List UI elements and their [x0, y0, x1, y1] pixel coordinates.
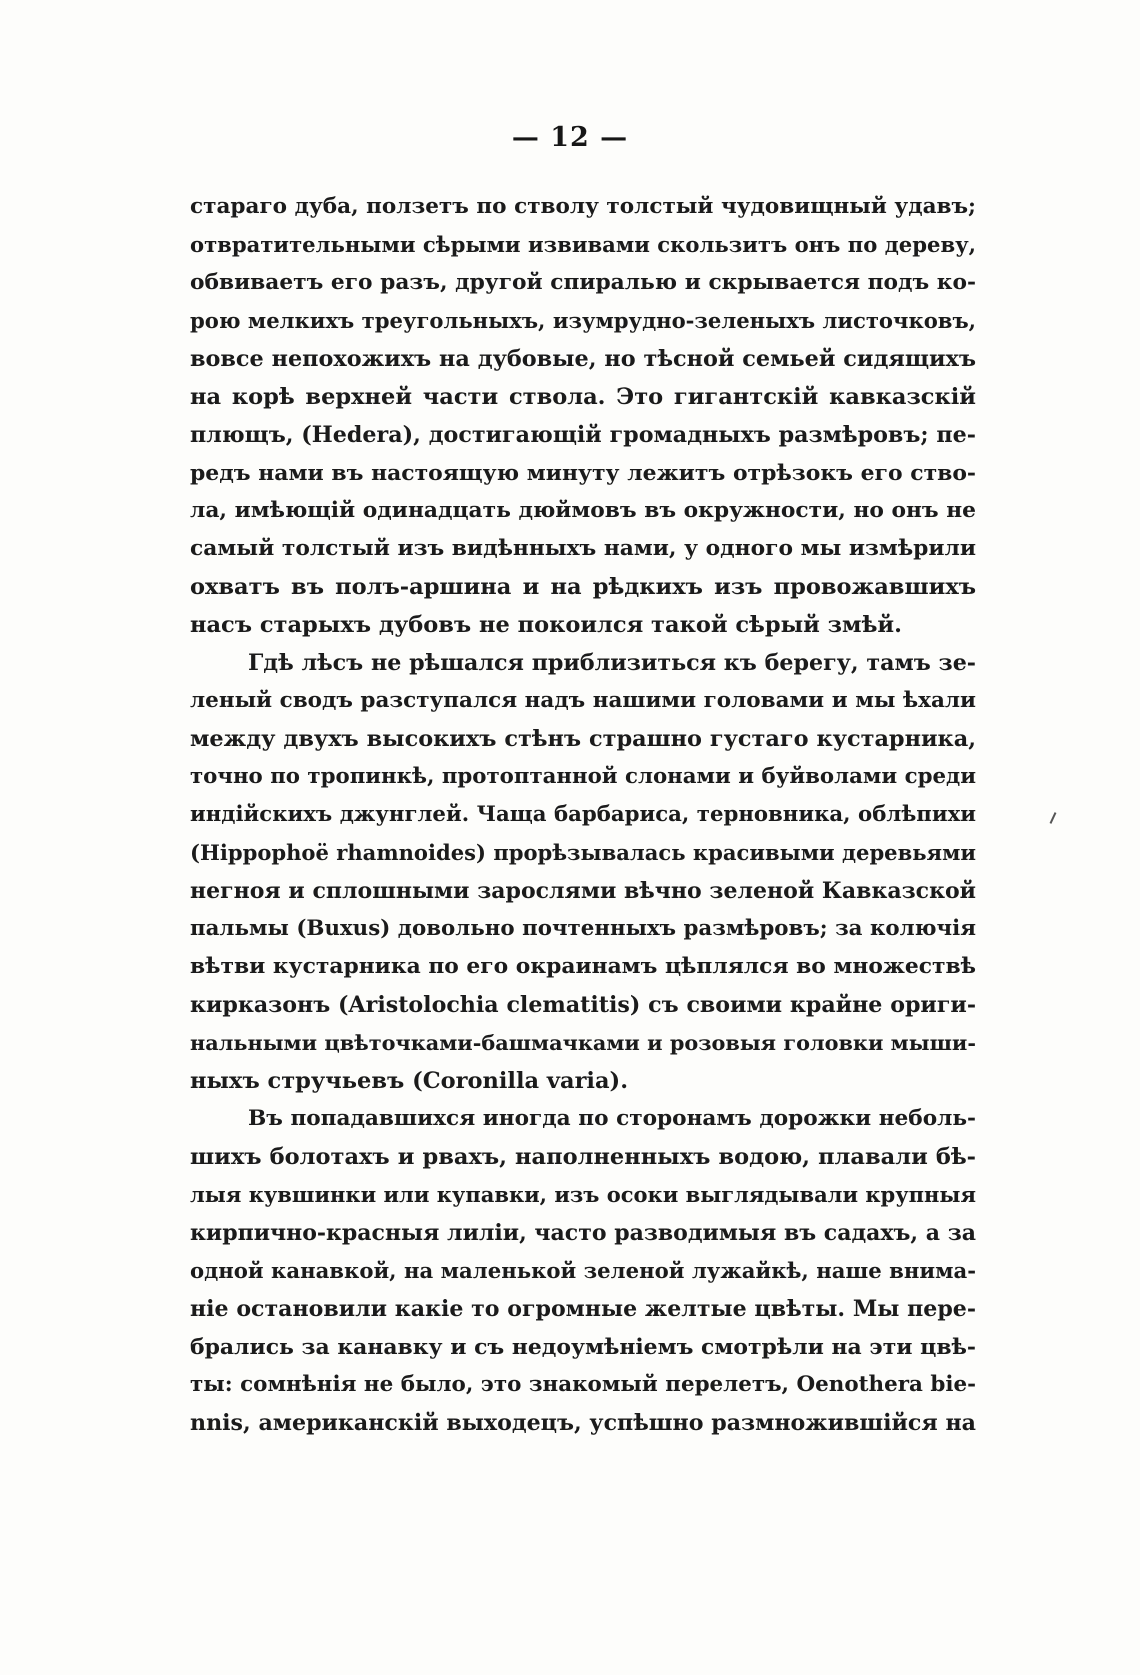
text-line: кирказонъ (Aristolochia clematitis) съ своими крайне ориги-: [190, 992, 976, 1018]
text-line: лыя кувшинки или купавки, изъ осоки выглядывали крупныя: [190, 1182, 976, 1207]
page-number: — 12 —: [511, 122, 629, 153]
text-line: одной канавкой, на маленькой зеленой лужайкѣ, наше внима-: [190, 1258, 976, 1283]
text-line: вѣтви кустарника по его окраинамъ цѣплялся во множествѣ: [190, 954, 976, 979]
text-line: ла, имѣющій одинадцать дюймовъ въ окружности, но онъ не: [190, 498, 976, 523]
text-line: брались за канавку и съ недоумѣніемъ смотрѣли на эти цвѣ-: [190, 1334, 976, 1360]
text-line: плющъ, (Hedera), достигающій громадныхъ размѣровъ; пе-: [190, 422, 976, 448]
text-line: отвратительными сѣрыми извивами скользитъ онъ по дереву,: [190, 232, 976, 257]
margin-pencil-mark: [1050, 812, 1057, 824]
text-line: рою мелкихъ треугольныхъ, изумрудно-зеленыхъ листочковъ,: [190, 308, 976, 333]
text-line: леный сводъ разступался надъ нашими головами и мы ѣхали: [190, 688, 976, 713]
text-line: Гдѣ лѣсъ не рѣшался приблизиться къ берегу, тамъ зе-: [248, 650, 976, 676]
text-line: ты: сомнѣнія не было, это знакомый перелетъ, Oenothera bie-: [190, 1372, 976, 1397]
text-line: шихъ болотахъ и рвахъ, наполненныхъ водою, плавали бѣ-: [190, 1144, 976, 1170]
text-line: индійскихъ джунглей. Чаща барбариса, терновника, облѣпихи: [190, 802, 976, 827]
text-line: кирпично-красныя лиліи, часто разводимыя въ садахъ, а за: [190, 1220, 976, 1246]
text-line: вовсе непохожихъ на дубовые, но тѣсной семьей сидящихъ: [190, 346, 976, 372]
paragraph-2: [190, 644, 976, 1100]
paragraph-1: [190, 188, 976, 644]
text-line: между двухъ высокихъ стѣнъ страшно густаго кустарника,: [190, 726, 976, 752]
text-line: ніе остановили какіе то огромные желтые цвѣты. Мы пере-: [190, 1296, 976, 1322]
text-line: самый толстый изъ видѣнныхъ нами, у одного мы измѣрили: [190, 536, 976, 561]
text-line: охватъ въ полъ-аршина и на рѣдкихъ изъ провожавшихъ: [190, 574, 976, 600]
text-line: Въ попадавшихся иногда по сторонамъ дорожки неболь-: [248, 1106, 976, 1131]
text-line: редъ нами въ настоящую минуту лежитъ отрѣзокъ его ство-: [190, 460, 976, 486]
body-text: [190, 188, 976, 1442]
text-line: пальмы (Buxus) довольно почтенныхъ размѣровъ; за колючія: [190, 916, 976, 941]
text-line: (Hippophoë rhamnoides) прорѣзывалась красивыми деревьями: [190, 840, 976, 865]
text-line: на корѣ верхней части ствола. Это гигантскій кавказскій: [190, 384, 976, 410]
text-line: точно по тропинкѣ, протоптанной слонами и буйволами среди: [190, 764, 976, 789]
text-line: nnis, американскій выходецъ, успѣшно размножившійся на: [190, 1410, 976, 1436]
text-line: нальными цвѣточками-башмачками и розовыя головки мыши-: [190, 1030, 976, 1055]
text-line: ныхъ стручьевъ (Coronilla varia).: [190, 1068, 629, 1094]
text-line: стараго дуба, ползетъ по стволу толстый чудовищный удавъ;: [190, 194, 976, 219]
text-line: обвиваетъ его разъ, другой спиралью и скрывается подъ ко-: [190, 270, 976, 295]
paragraph-3: [190, 1100, 976, 1442]
text-line: насъ старыхъ дубовъ не покоился такой сѣрый змѣй.: [190, 612, 902, 638]
text-line: негноя и сплошными зарослями вѣчно зеленой Кавказской: [190, 878, 976, 904]
